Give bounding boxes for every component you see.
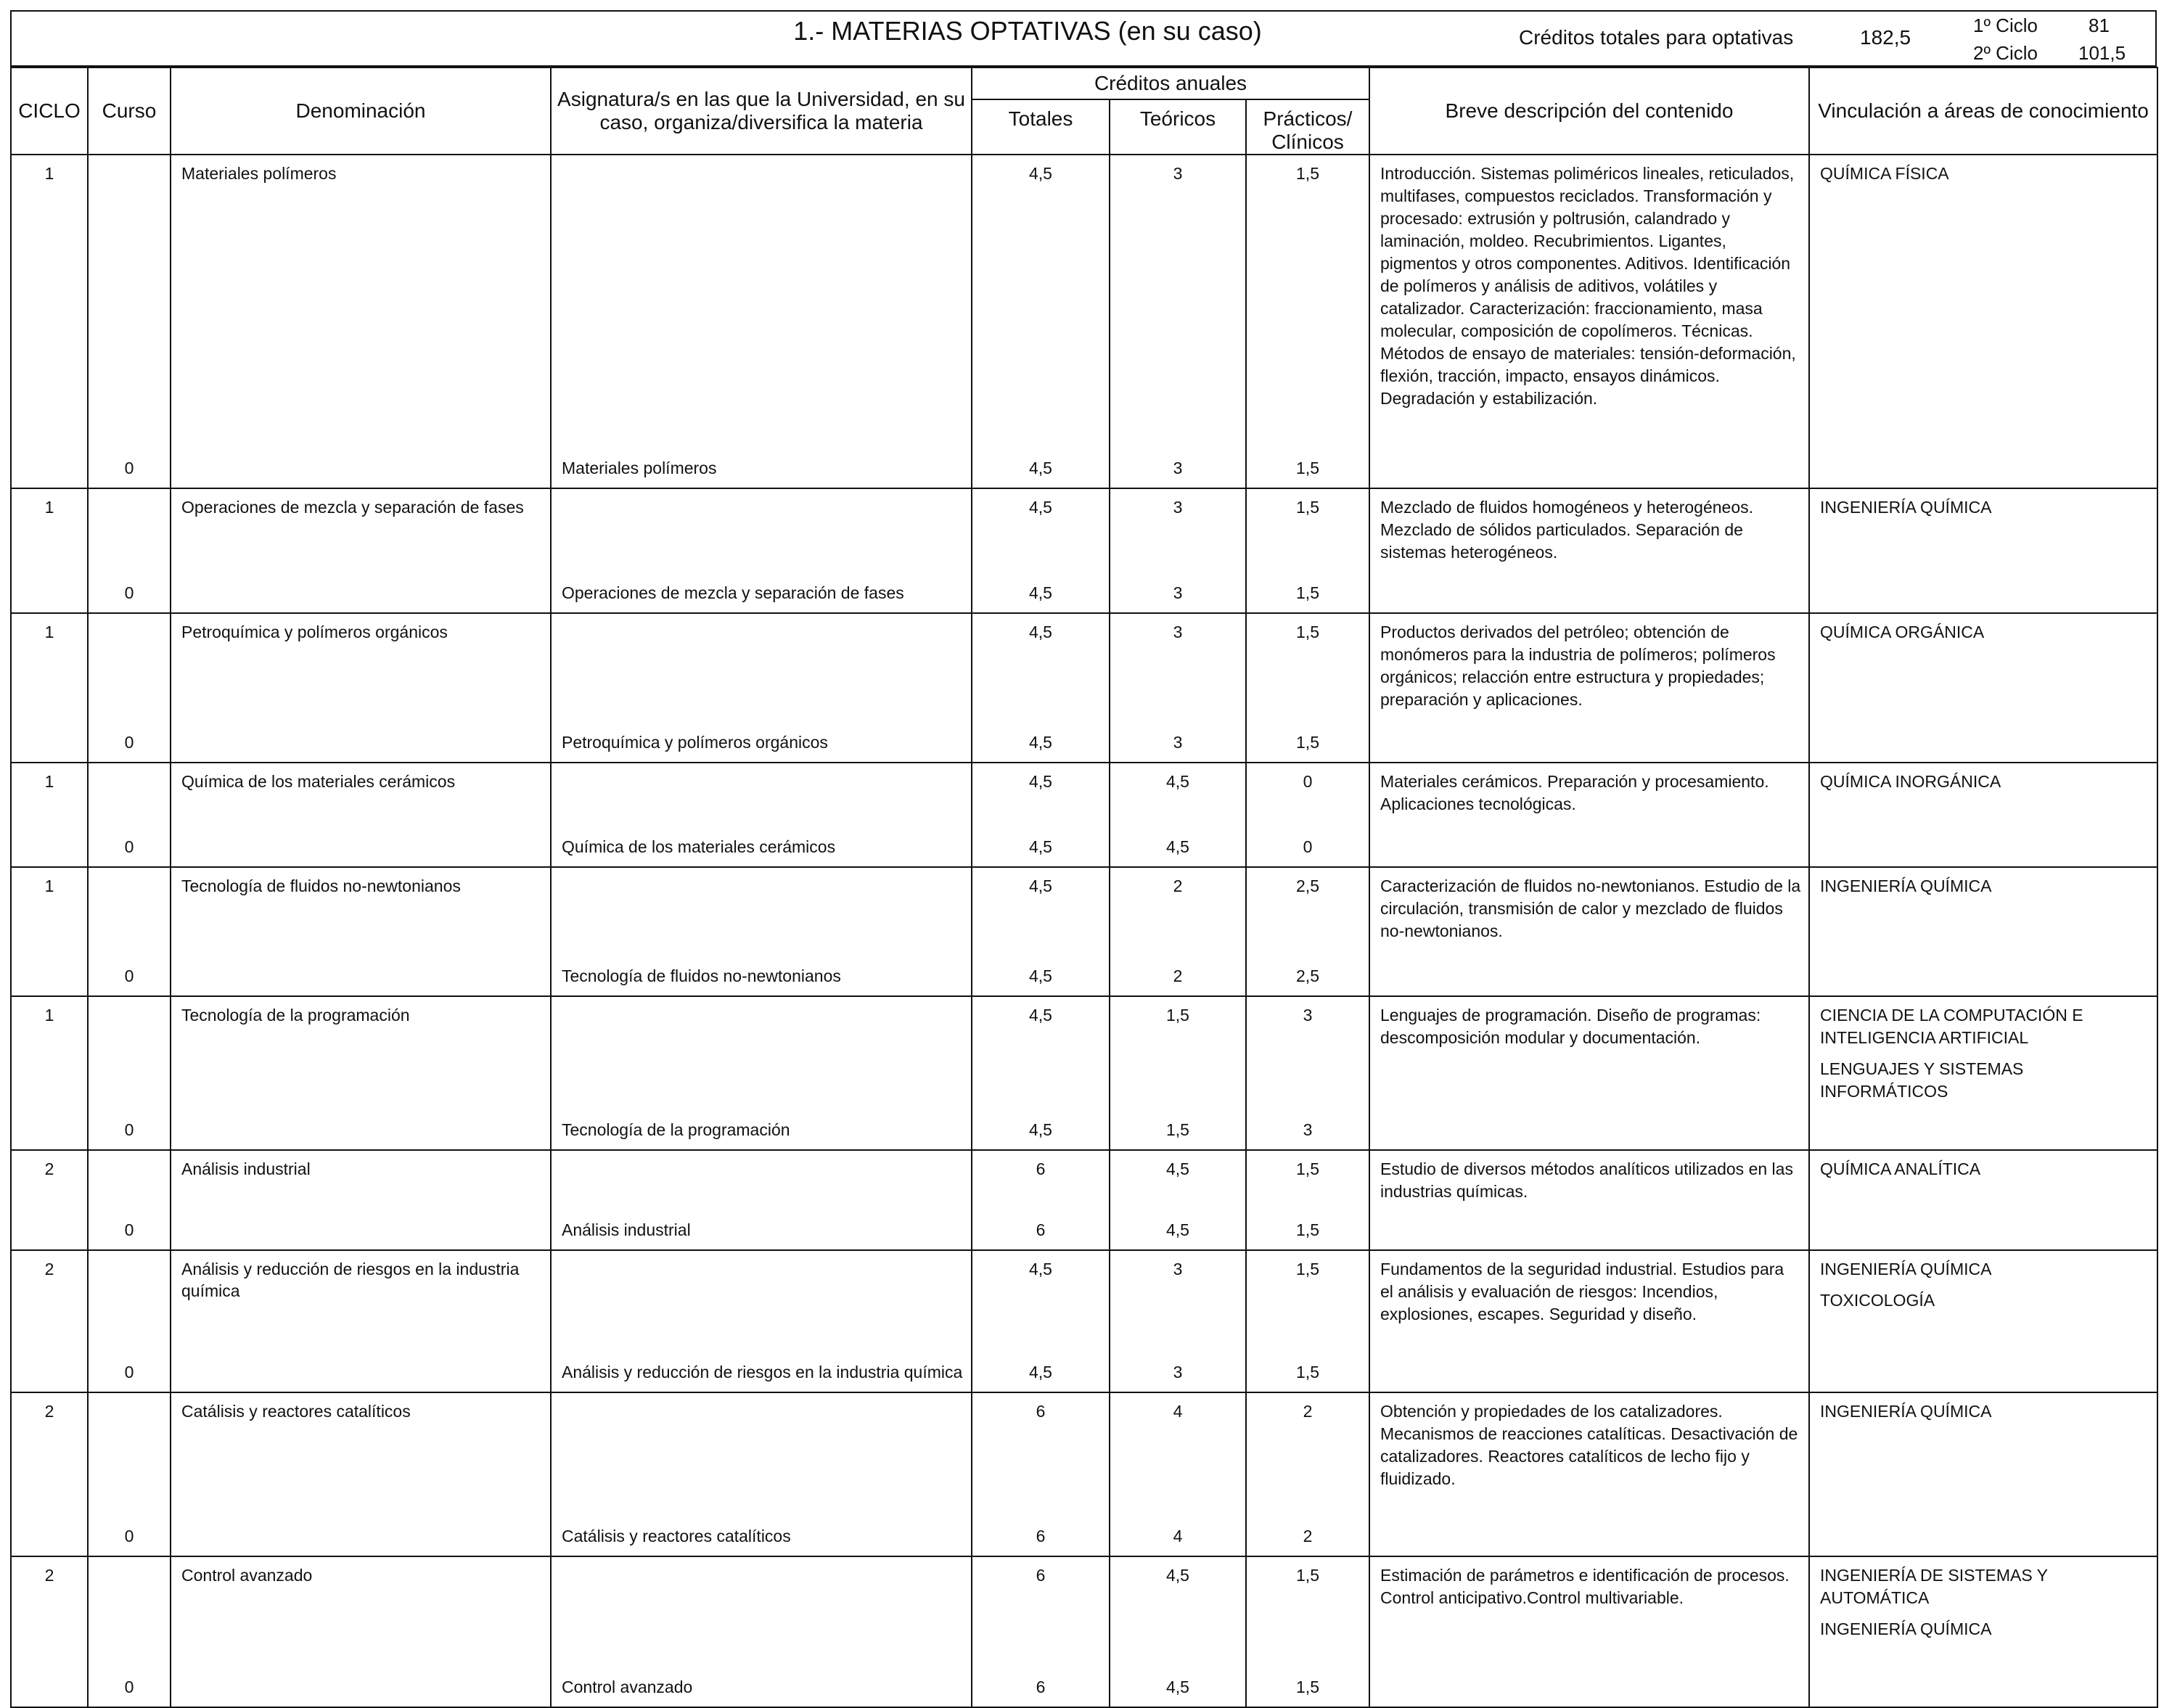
practicos-value-b: 2,5 xyxy=(1296,966,1319,985)
curso-cell xyxy=(88,763,171,867)
ciclo-value: 1 xyxy=(44,623,54,641)
denominacion-value: Materiales polímeros xyxy=(181,164,337,183)
practicos-value: 0 xyxy=(1303,772,1313,791)
teoricos-value-b: 3 xyxy=(1173,733,1183,752)
curso-value: 0 xyxy=(124,583,134,602)
asignatura-cell xyxy=(551,1556,972,1707)
table-row xyxy=(11,488,2157,613)
col-header-teoricos: Teóricos xyxy=(1110,99,1246,155)
col-header-descripcion: Breve descripción del contenido xyxy=(1369,67,1809,155)
table-row xyxy=(11,1392,2157,1556)
teoricos-value-b: 4,5 xyxy=(1166,1220,1189,1239)
practicos-cell xyxy=(1246,488,1369,613)
area-item: INGENIERÍA DE SISTEMAS Y AUTOMÁTICA xyxy=(1820,1566,2048,1607)
asignatura-value: Análisis industrial xyxy=(562,1220,691,1239)
ciclo-value: 1 xyxy=(44,772,54,791)
cycle1-label: 1º Ciclo xyxy=(1973,15,2038,36)
ciclo-cell xyxy=(11,763,88,867)
table-row xyxy=(11,613,2157,763)
curso-cell xyxy=(88,1392,171,1556)
curso-value: 0 xyxy=(124,1678,134,1696)
curso-cell xyxy=(88,613,171,763)
area-item: CIENCIA DE LA COMPUTACIÓN E INTELIGENCIA ARTIFICIAL xyxy=(1820,1006,2083,1047)
practicos-cell xyxy=(1246,1150,1369,1250)
practicos-value-b: 1,5 xyxy=(1296,1678,1319,1696)
asignatura-cell xyxy=(551,488,972,613)
practicos-cell xyxy=(1246,1392,1369,1556)
curso-value: 0 xyxy=(124,1527,134,1545)
table-row xyxy=(11,1250,2157,1392)
col-header-ciclo: CICLO xyxy=(11,67,88,155)
vinculacion-cell xyxy=(1809,763,2157,867)
asignatura-value: Tecnología de la programación xyxy=(562,1120,790,1139)
totales-cell xyxy=(972,867,1110,996)
teoricos-value: 3 xyxy=(1173,623,1183,641)
teoricos-cell xyxy=(1110,1250,1246,1392)
vinculacion-cell xyxy=(1809,155,2157,488)
teoricos-cell xyxy=(1110,1392,1246,1556)
practicos-value-b: 1,5 xyxy=(1296,733,1319,752)
descripcion-value: Obtención y propiedades de los catalizadores. Mecanismos de reacciones catalíticas. Desactivación de catalizadores. Reactores catalíticos de lecho fijo y fluidizado. xyxy=(1380,1402,1798,1488)
area-item: QUÍMICA ORGÁNICA xyxy=(1820,623,1985,641)
denominacion-cell xyxy=(171,996,551,1150)
descripcion-value: Estudio de diversos métodos analíticos utilizados en las industrias químicas. xyxy=(1380,1159,1793,1201)
denominacion-value: Análisis industrial xyxy=(181,1159,311,1178)
descripcion-value: Fundamentos de la seguridad industrial. Estudios para el análisis y evaluación de riesgos: Incendios, explosiones, escapes. Seguridad y diseño. xyxy=(1380,1260,1784,1323)
asignatura-value: Química de los materiales cerámicos xyxy=(562,837,836,856)
asignatura-value: Petroquímica y polímeros orgánicos xyxy=(562,733,828,752)
totales-value: 4,5 xyxy=(1029,164,1052,183)
denominacion-value: Control avanzado xyxy=(181,1566,313,1585)
practicos-value: 2 xyxy=(1303,1402,1313,1421)
descripcion-value: Introducción. Sistemas poliméricos lineales, reticulados, multifases, compuestos reciclados. Transformación y procesado: extrusión y poltrusión, calandrado y laminación, moldeo. Recubrimientos. Ligantes, pigmentos y otros componentes. Aditivos. Identificación de polímeros y análisis de aditivos, volátiles y catalizador. Caracterización: fraccionamiento, masa molecular, composición de copolímeros. Técnicas. Métodos de ensayo de materiales: tensión-deformación, flexión, tracción, impacto, ensayos dinámicos. Degradación y estabilización. xyxy=(1380,164,1796,408)
descripcion-cell xyxy=(1369,763,1809,867)
totales-cell xyxy=(972,763,1110,867)
descripcion-value: Lenguajes de programación. Diseño de programas: descomposición modular y documentación. xyxy=(1380,1006,1761,1047)
teoricos-cell xyxy=(1110,1556,1246,1707)
descripcion-cell xyxy=(1369,867,1809,996)
teoricos-cell xyxy=(1110,1150,1246,1250)
totales-value: 4,5 xyxy=(1029,498,1052,517)
ciclo-value: 2 xyxy=(44,1260,54,1278)
ciclo-value: 2 xyxy=(44,1402,54,1421)
asignatura-value: Tecnología de fluidos no-newtonianos xyxy=(562,966,841,985)
curso-value: 0 xyxy=(124,1363,134,1381)
totales-value-b: 6 xyxy=(1036,1220,1046,1239)
teoricos-value-b: 4,5 xyxy=(1166,837,1189,856)
ciclo-value: 1 xyxy=(44,1006,54,1025)
asignatura-value: Control avanzado xyxy=(562,1678,693,1696)
teoricos-value: 4,5 xyxy=(1166,1566,1189,1585)
totales-cell xyxy=(972,1392,1110,1556)
teoricos-value-b: 1,5 xyxy=(1166,1120,1189,1139)
areas-list xyxy=(1820,1258,2151,1321)
practicos-value-b: 0 xyxy=(1303,837,1313,856)
area-item: INGENIERÍA QUÍMICA xyxy=(1820,1260,1992,1278)
ciclo-cell xyxy=(11,1556,88,1707)
ciclo-cell xyxy=(11,1150,88,1250)
practicos-value-b: 2 xyxy=(1303,1527,1313,1545)
totales-cell xyxy=(972,1150,1110,1250)
teoricos-value: 4 xyxy=(1173,1402,1183,1421)
col-header-totales: Totales xyxy=(972,99,1110,155)
practicos-value-b: 1,5 xyxy=(1296,583,1319,602)
vinculacion-cell xyxy=(1809,996,2157,1150)
totales-value: 4,5 xyxy=(1029,876,1052,895)
practicos-value: 1,5 xyxy=(1296,1260,1319,1278)
areas-list xyxy=(1820,163,2151,194)
denominacion-value: Análisis y reducción de riesgos en la industria química xyxy=(181,1260,520,1300)
totales-value-b: 4,5 xyxy=(1029,583,1052,602)
practicos-value: 2,5 xyxy=(1296,876,1319,895)
ciclo-value: 2 xyxy=(44,1566,54,1585)
denominacion-value: Tecnología de fluidos no-newtonianos xyxy=(181,876,461,895)
totales-value: 6 xyxy=(1036,1402,1046,1421)
denominacion-cell xyxy=(171,613,551,763)
vinculacion-cell xyxy=(1809,488,2157,613)
ciclo-cell xyxy=(11,867,88,996)
totales-cell xyxy=(972,996,1110,1150)
descripcion-value: Mezclado de fluidos homogéneos y heterogéneos. Mezclado de sólidos particulados. Separación de sistemas heterogéneos. xyxy=(1380,498,1754,562)
asignatura-value: Operaciones de mezcla y separación de fases xyxy=(562,583,904,602)
table-row xyxy=(11,155,2157,488)
practicos-value: 1,5 xyxy=(1296,1159,1319,1178)
descripcion-cell xyxy=(1369,613,1809,763)
asignatura-cell xyxy=(551,1250,972,1392)
teoricos-value: 3 xyxy=(1173,164,1183,183)
table-row xyxy=(11,1556,2157,1707)
ciclo-cell xyxy=(11,1250,88,1392)
descripcion-cell xyxy=(1369,155,1809,488)
totales-value: 6 xyxy=(1036,1566,1046,1585)
descripcion-cell xyxy=(1369,488,1809,613)
descripcion-value: Caracterización de fluidos no-newtonianos. Estudio de la circulación, transmisión de calor y mezclado de fluidos no-newtonianos. xyxy=(1380,876,1801,940)
practicos-cell xyxy=(1246,1556,1369,1707)
totales-cell xyxy=(972,488,1110,613)
practicos-value: 1,5 xyxy=(1296,164,1319,183)
practicos-value-b: 3 xyxy=(1303,1120,1313,1139)
descripcion-cell xyxy=(1369,996,1809,1150)
practicos-value-b: 1,5 xyxy=(1296,459,1319,477)
ciclo-cell xyxy=(11,1392,88,1556)
cycle1-value: 81 xyxy=(2089,15,2110,36)
totales-value: 4,5 xyxy=(1029,1260,1052,1278)
denominacion-cell xyxy=(171,1250,551,1392)
area-item: INGENIERÍA QUÍMICA xyxy=(1820,876,1992,895)
curso-value: 0 xyxy=(124,1220,134,1239)
curso-value: 0 xyxy=(124,966,134,985)
area-item: INGENIERÍA QUÍMICA xyxy=(1820,1402,1992,1421)
area-item: INGENIERÍA QUÍMICA xyxy=(1820,498,1992,517)
teoricos-cell xyxy=(1110,155,1246,488)
areas-list xyxy=(1820,1564,2151,1649)
area-item: QUÍMICA INORGÁNICA xyxy=(1820,772,2001,791)
practicos-cell xyxy=(1246,996,1369,1150)
totales-value-b: 6 xyxy=(1036,1527,1046,1545)
totales-value-b: 4,5 xyxy=(1029,733,1052,752)
ciclo-value: 1 xyxy=(44,876,54,895)
teoricos-value-b: 3 xyxy=(1173,459,1183,477)
table-row xyxy=(11,1150,2157,1250)
totales-value-b: 4,5 xyxy=(1029,966,1052,985)
practicos-value-b: 1,5 xyxy=(1296,1220,1319,1239)
teoricos-value-b: 4,5 xyxy=(1166,1678,1189,1696)
areas-list xyxy=(1820,771,2151,802)
col-header-denominacion: Denominación xyxy=(171,67,551,155)
curso-cell xyxy=(88,1250,171,1392)
table-row xyxy=(11,867,2157,996)
denominacion-cell xyxy=(171,1556,551,1707)
area-item: INGENIERÍA QUÍMICA xyxy=(1820,1619,1992,1638)
practicos-cell xyxy=(1246,867,1369,996)
col-header-creditos: Créditos anuales xyxy=(972,67,1369,99)
totales-value: 4,5 xyxy=(1029,623,1052,641)
areas-list xyxy=(1820,875,2151,906)
col-header-asignaturas: Asignatura/s en las que la Universidad, en su caso, organiza/diversifica la materia xyxy=(551,67,972,155)
teoricos-value: 4,5 xyxy=(1166,1159,1189,1178)
practicos-value-b: 1,5 xyxy=(1296,1363,1319,1381)
col-header-practicos: Prácticos/ Clínicos xyxy=(1246,99,1369,155)
totales-value-b: 4,5 xyxy=(1029,459,1052,477)
teoricos-value-b: 3 xyxy=(1173,1363,1183,1381)
teoricos-cell xyxy=(1110,763,1246,867)
practicos-value: 1,5 xyxy=(1296,623,1319,641)
asignatura-value: Catálisis y reactores catalíticos xyxy=(562,1527,791,1545)
area-item: QUÍMICA FÍSICA xyxy=(1820,164,1949,183)
cycle2-value: 101,5 xyxy=(2078,42,2126,64)
totales-cell xyxy=(972,1250,1110,1392)
teoricos-cell xyxy=(1110,867,1246,996)
teoricos-cell xyxy=(1110,996,1246,1150)
descripcion-cell xyxy=(1369,1392,1809,1556)
curso-cell xyxy=(88,488,171,613)
asignatura-cell xyxy=(551,155,972,488)
totales-value-b: 4,5 xyxy=(1029,837,1052,856)
asignatura-cell xyxy=(551,1150,972,1250)
page-title: 1.- MATERIAS OPTATIVAS (en su caso) xyxy=(793,16,1262,46)
totales-cell xyxy=(972,1556,1110,1707)
vinculacion-cell xyxy=(1809,1392,2157,1556)
asignatura-value: Materiales polímeros xyxy=(562,459,717,477)
totales-value-b: 4,5 xyxy=(1029,1120,1052,1139)
curso-value: 0 xyxy=(124,837,134,856)
cycle2-label: 2º Ciclo xyxy=(1973,42,2038,64)
asignatura-cell xyxy=(551,763,972,867)
areas-list xyxy=(1820,496,2151,527)
practicos-cell xyxy=(1246,763,1369,867)
denominacion-value: Petroquímica y polímeros orgánicos xyxy=(181,623,448,641)
descripcion-value: Materiales cerámicos. Preparación y procesamiento. Aplicaciones tecnológicas. xyxy=(1380,772,1769,813)
teoricos-value: 4,5 xyxy=(1166,772,1189,791)
areas-list xyxy=(1820,621,2151,652)
totales-value-b: 6 xyxy=(1036,1678,1046,1696)
denominacion-value: Catálisis y reactores catalíticos xyxy=(181,1402,411,1421)
teoricos-value: 3 xyxy=(1173,498,1183,517)
curso-cell xyxy=(88,155,171,488)
areas-list xyxy=(1820,1400,2151,1432)
vinculacion-cell xyxy=(1809,1556,2157,1707)
credits-total-value: 182,5 xyxy=(1860,26,1911,49)
areas-list xyxy=(1820,1158,2151,1189)
practicos-cell xyxy=(1246,613,1369,763)
denominacion-value: Tecnología de la programación xyxy=(181,1006,410,1025)
curso-cell xyxy=(88,996,171,1150)
denominacion-cell xyxy=(171,867,551,996)
asignatura-value: Análisis y reducción de riesgos en la industria química xyxy=(562,1363,963,1381)
denominacion-value: Química de los materiales cerámicos xyxy=(181,772,456,791)
ciclo-cell xyxy=(11,996,88,1150)
descripcion-cell xyxy=(1369,1556,1809,1707)
title-band xyxy=(10,10,2157,67)
teoricos-value-b: 3 xyxy=(1173,583,1183,602)
practicos-value: 1,5 xyxy=(1296,1566,1319,1585)
teoricos-value: 2 xyxy=(1173,876,1183,895)
area-item: QUÍMICA ANALÍTICA xyxy=(1820,1159,1981,1178)
vinculacion-cell xyxy=(1809,867,2157,996)
denominacion-cell xyxy=(171,1392,551,1556)
ciclo-cell xyxy=(11,488,88,613)
teoricos-cell xyxy=(1110,488,1246,613)
ciclo-cell xyxy=(11,613,88,763)
denominacion-cell xyxy=(171,763,551,867)
document-page xyxy=(10,10,2157,1696)
teoricos-value-b: 4 xyxy=(1173,1527,1183,1545)
curso-value: 0 xyxy=(124,459,134,477)
ciclo-value: 1 xyxy=(44,164,54,183)
curso-cell xyxy=(88,867,171,996)
asignatura-cell xyxy=(551,613,972,763)
col-header-vinculacion: Vinculación a áreas de conocimiento xyxy=(1809,67,2157,155)
asignatura-cell xyxy=(551,996,972,1150)
practicos-cell xyxy=(1246,155,1369,488)
descripcion-value: Productos derivados del petróleo; obtención de monómeros para la industria de polímeros; polímeros orgánicos; relacción entre estructura y propiedades; preparación y aplicaciones. xyxy=(1380,623,1776,709)
descripcion-value: Estimación de parámetros e identificación de procesos. Control anticipativo.Control multivariable. xyxy=(1380,1566,1790,1607)
practicos-cell xyxy=(1246,1250,1369,1392)
curso-value: 0 xyxy=(124,733,134,752)
optional-subjects-table xyxy=(10,67,2158,1708)
teoricos-value: 3 xyxy=(1173,1260,1183,1278)
teoricos-cell xyxy=(1110,613,1246,763)
curso-value: 0 xyxy=(124,1120,134,1139)
denominacion-value: Operaciones de mezcla y separación de fases xyxy=(181,498,524,517)
vinculacion-cell xyxy=(1809,613,2157,763)
table-row xyxy=(11,996,2157,1150)
denominacion-cell xyxy=(171,488,551,613)
credits-total-label: Créditos totales para optativas xyxy=(1519,26,1794,49)
practicos-value: 3 xyxy=(1303,1006,1313,1025)
col-header-curso: Curso xyxy=(88,67,171,155)
descripcion-cell xyxy=(1369,1150,1809,1250)
denominacion-cell xyxy=(171,155,551,488)
area-item: LENGUAJES Y SISTEMAS INFORMÁTICOS xyxy=(1820,1059,2024,1101)
totales-cell xyxy=(972,155,1110,488)
teoricos-value-b: 2 xyxy=(1173,966,1183,985)
areas-list xyxy=(1820,1004,2151,1112)
curso-cell xyxy=(88,1150,171,1250)
descripcion-cell xyxy=(1369,1250,1809,1392)
asignatura-cell xyxy=(551,1392,972,1556)
totales-value: 6 xyxy=(1036,1159,1046,1178)
totales-value-b: 4,5 xyxy=(1029,1363,1052,1381)
table-row xyxy=(11,763,2157,867)
totales-cell xyxy=(972,613,1110,763)
teoricos-value: 1,5 xyxy=(1166,1006,1189,1025)
curso-cell xyxy=(88,1556,171,1707)
vinculacion-cell xyxy=(1809,1250,2157,1392)
area-item: TOXICOLOGÍA xyxy=(1820,1291,1935,1310)
denominacion-cell xyxy=(171,1150,551,1250)
ciclo-value: 2 xyxy=(44,1159,54,1178)
ciclo-cell xyxy=(11,155,88,488)
vinculacion-cell xyxy=(1809,1150,2157,1250)
practicos-value: 1,5 xyxy=(1296,498,1319,517)
asignatura-cell xyxy=(551,867,972,996)
totales-value: 4,5 xyxy=(1029,1006,1052,1025)
totales-value: 4,5 xyxy=(1029,772,1052,791)
ciclo-value: 1 xyxy=(44,498,54,517)
